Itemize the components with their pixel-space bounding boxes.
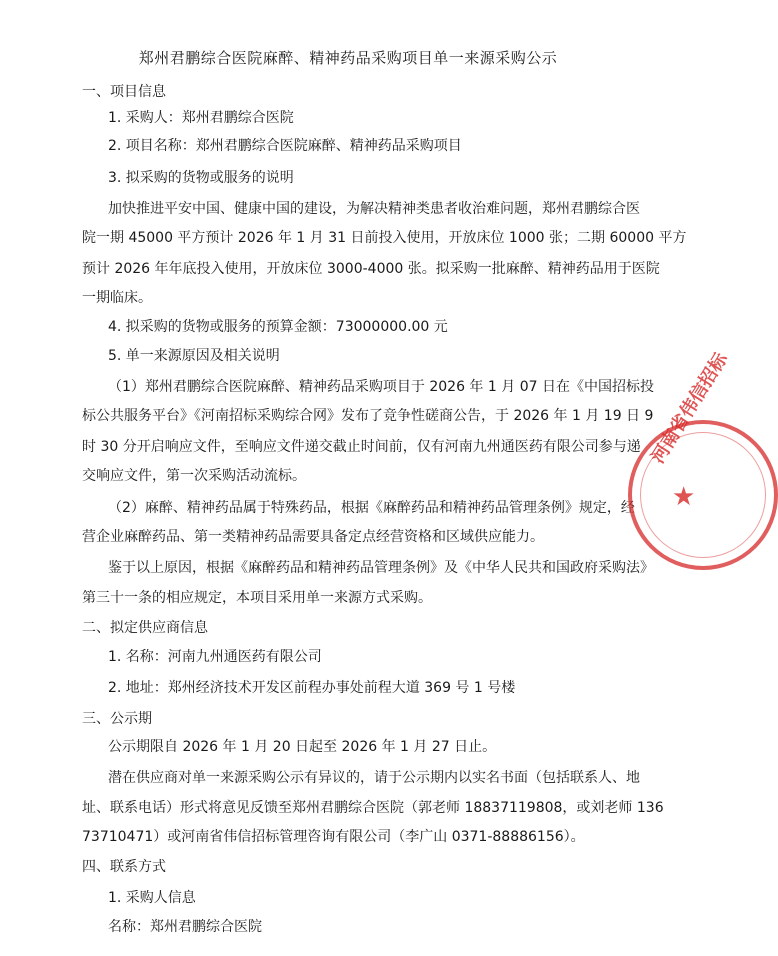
paragraph-line: 第三十一条的相应规定，本项目采用单一来源方式采购。 — [82, 590, 432, 606]
item-purchaser-info-heading: 1. 采购人信息 — [108, 890, 196, 906]
paragraph-line: 营企业麻醉药品、第一类精神药品需要具备定点经营资格和区域供应能力。 — [82, 529, 544, 545]
official-seal — [628, 349, 778, 570]
item-purchaser: 1. 采购人：郑州君鹏综合医院 — [108, 110, 294, 126]
item-single-source-reason-heading: 5. 单一来源原因及相关说明 — [108, 348, 280, 364]
item-supplier-name: 1. 名称：河南九州通医药有限公司 — [108, 649, 322, 665]
section-heading-notice-period: 三、公示期 — [82, 711, 152, 727]
section-heading-contact: 四、联系方式 — [82, 859, 166, 875]
paragraph-line: 院一期 45000 平方预计 2026 年 1 月 31 日前投入使用，开放床位 1000 张；二期 60000 平方 — [82, 230, 687, 246]
paragraph-line: 鉴于以上原因，根据《麻醉药品和精神药品管理条例》及《中华人民共和国政府采购法》 — [108, 560, 654, 576]
section-heading-supplier-info: 二、拟定供应商信息 — [82, 620, 208, 636]
paragraph-line: （1）郑州君鹏综合医院麻醉、精神药品采购项目于 2026 年 1 月 07 日在《中国招标投 — [108, 379, 654, 395]
paragraph-line: 址、联系电话）形式将意见反馈至郑州君鹏综合医院（郭老师 18837119808，或刘老师 136 — [82, 800, 664, 816]
paragraph-line: （2）麻醉、精神药品属于特殊药品，根据《麻醉药品和精神药品管理条例》规定，经 — [108, 500, 635, 516]
paragraph-line: 预计 2026 年年底投入使用，开放床位 3000-4000 张。拟采购一批麻醉、精神药品用于医院 — [82, 261, 660, 277]
paragraph-line: 时 30 分开启响应文件，至响应文件递交截止时间前，仅有河南九州通医药有限公司参与递 — [82, 439, 641, 455]
item-purchaser-contact-name: 名称：郑州君鹏综合医院 — [108, 919, 262, 935]
notice-period-text: 公示期限自 2026 年 1 月 20 日起至 2026 年 1 月 27 日止。 — [108, 739, 497, 755]
item-goods-description-heading: 3. 拟采购的货物或服务的说明 — [108, 170, 294, 186]
seal-text: 河南省伟信招标 — [647, 349, 732, 468]
item-supplier-address: 2. 地址：郑州经济技术开发区前程办事处前程大道 369 号 1 号楼 — [108, 680, 516, 696]
paragraph-line: 73710471）或河南省伟信招标管理咨询有限公司（李广山 0371-88886156）。 — [82, 829, 585, 845]
paragraph-line: 加快推进平安中国、健康中国的建设，为解决精神类患者收治难问题，郑州君鹏综合医 — [108, 201, 640, 217]
section-heading-project-info: 一、项目信息 — [82, 84, 166, 100]
paragraph-line: 一期临床。 — [82, 290, 152, 306]
item-project-name: 2. 项目名称：郑州君鹏综合医院麻醉、精神药品采购项目 — [108, 138, 462, 154]
seal-star-icon: ★ — [672, 482, 696, 512]
paragraph-line: 潜在供应商对单一来源采购公示有异议的，请于公示期内以实名书面（包括联系人、地 — [108, 770, 640, 786]
paragraph-line: 交响应文件，第一次采购活动流标。 — [82, 468, 306, 484]
item-budget: 4. 拟采购的货物或服务的预算金额：73000000.00 元 — [108, 319, 448, 335]
paragraph-line: 标公共服务平台》《河南招标采购综合网》发布了竞争性磋商公告，于 2026 年 1 月 19 日 9 — [82, 408, 654, 424]
document-title: 郑州君鹏综合医院麻醉、精神药品采购项目单一来源采购公示 — [138, 49, 558, 67]
